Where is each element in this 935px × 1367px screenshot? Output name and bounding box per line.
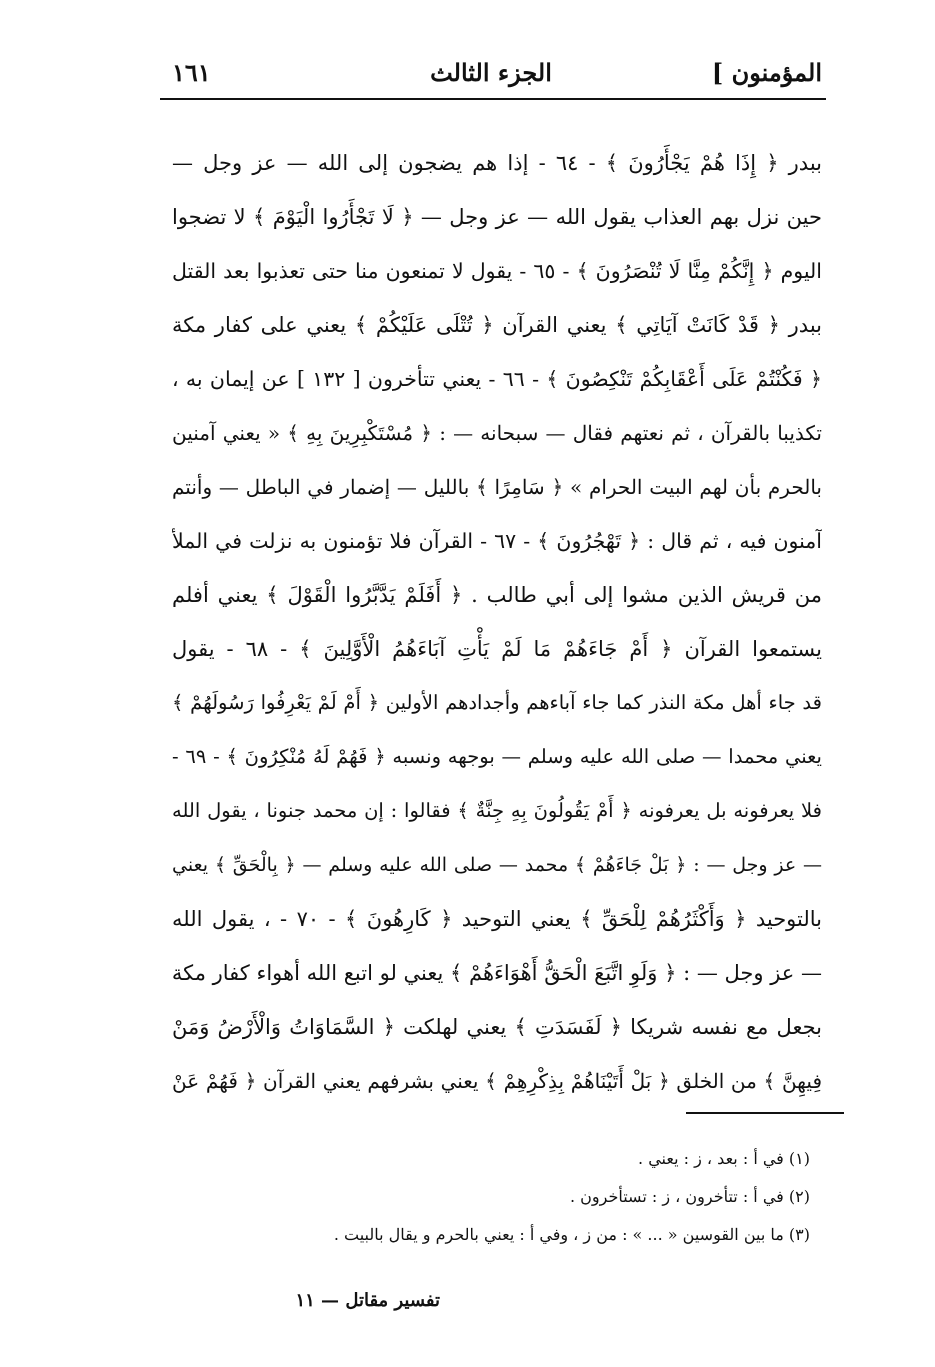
text-line: اليوم ﴿ إِنَّكُمْ مِنَّا لَا تُنْصَرُونَ ﴾ - ٦٥ - يقول لا تمنعون منا حتى تعذبوا بعد القتل [172,259,822,283]
main-text [172,136,822,1108]
signature-mark: تفسير مقاتل — ١١ [295,1290,440,1311]
footnote-3: (٣) ما بين القوسين « ... » : من ز ، وفي أ : يعني بالحرم و يقال بالبيت . [333,1225,810,1244]
text-line: حين نزل بهم العذاب يقول الله — عز وجل — ﴿ لَا تَجْأَرُوا الْيَوْمَ ﴾ لا تضجوا [172,205,822,229]
footnote-2: (٢) في أ : تتأخرون ، ز : تستأخرون . [569,1187,810,1206]
text-line: آمنون فيه ، ثم قال : ﴿ تَهْجُرُونَ ﴾ - ٦٧ - القرآن فلا تؤمنون به نزلت في الملأ [172,529,822,553]
running-header [160,52,822,98]
text-line: فِيهِنَّ ﴾ من الخلق ﴿ بَلْ أَتَيْنَاهُمْ بِذِكْرِهِمْ ﴾ يعني بشرفهم يعني القرآن ﴿ فَهُمْ عَنْ [172,1069,822,1093]
page-number: ١٦١ [172,58,211,87]
text-line: قد جاء أهل مكة النذر كما جاء آباءهم وأجدادهم الأولين ﴿ أَمْ لَمْ يَعْرِفُوا رَسُولَهُمْ ﴾ [172,691,822,714]
text-line: تكذيبا بالقرآن ، ثم نعتهم فقال — سبحانه — : ﴿ مُسْتَكْبِرِينَ بِهِ ﴾ « يعني آمنين [172,421,822,445]
text-line: يعني محمدا — صلى الله عليه وسلم — بوجهه ونسبه ﴿ فَهُمْ لَهُ مُنْكِرُونَ ﴾ - ٦٩ - [172,745,822,768]
footnote-1: (١) في أ : بعد ، ز : يعني . [638,1149,810,1168]
footnote-divider [686,1112,844,1114]
text-line: ببدر ﴿ قَدْ كَانَتْ آيَاتِي ﴾ يعني القرآن ﴿ تُتْلَى عَلَيْكُمْ ﴾ يعني على كفار مكة [172,313,822,337]
text-line: يستمعوا القرآن ﴿ أَمْ جَاءَهُمْ مَا لَمْ يَأْتِ آبَاءَهُمُ الْأَوَّلِينَ ﴾ - ٦٨ - يقول [172,637,822,661]
text-line: ببدر ﴿ إِذَا هُمْ يَجْأَرُونَ ﴾ - ٦٤ - إذا هم يضجون إلى الله — عز وجل — [172,151,822,175]
text-line: ﴿ فَكُنْتُمْ عَلَى أَعْقَابِكُمْ تَنْكِصُونَ ﴾ - ٦٦ - يعني تتأخرون [ ١٣٢ ] عن إيمان به ، [172,367,822,391]
text-line: بجعل مع نفسه شريكا ﴿ لَفَسَدَتِ ﴾ يعني لهلكت ﴿ السَّمَاوَاتُ وَالْأَرْضُ وَمَنْ [172,1015,822,1039]
footnotes [290,1140,810,1254]
header-surah-name: المؤمنون ] [711,58,822,87]
text-line: بالتوحيد ﴿ وَأَكْثَرُهُمْ لِلْحَقِّ ﴾ يعني التوحيد ﴿ كَارِهُونَ ﴾ - ٧٠ - ، يقول الله [172,907,822,931]
text-line: فلا يعرفونه بل يعرفونه ﴿ أَمْ يَقُولُونَ بِهِ جِنَّةٌ ﴾ فقالوا : إن محمد جنونا ، يقول الله [172,799,822,822]
text-line: من قريش الذين مشوا إلى أبي طالب . ﴿ أَفَلَمْ يَدَّبَّرُوا الْقَوْلَ ﴾ يعني أفلم [172,583,822,607]
header-divider [160,98,826,100]
text-line: — عز وجل — : ﴿ وَلَوِ اتَّبَعَ الْحَقُّ أَهْوَاءَهُمْ ﴾ يعني لو اتبع الله أهواء كفار مكة [172,961,822,985]
text-line: — عز وجل — : ﴿ بَلْ جَاءَهُمْ ﴾ محمد — صلى الله عليه وسلم — ﴿ بِالْحَقِّ ﴾ يعني [172,854,822,876]
text-line: بالحرم بأن لهم البيت الحرام » ﴿ سَامِرًا ﴾ بالليل — إضمار في الباطل — وأنتم [172,475,822,499]
header-part-title: الجزء الثالث [430,58,552,87]
